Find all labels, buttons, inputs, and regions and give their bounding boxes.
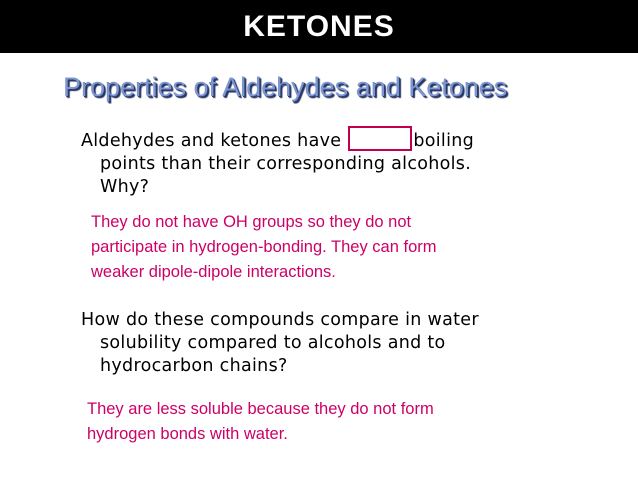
title-bar [0, 0, 638, 53]
question-line [81, 126, 561, 153]
question-text: Aldehydes and ketones have [81, 131, 342, 151]
question-solubility [81, 309, 561, 378]
slide-subtitle: Properties of Aldehydes and Ketones [63, 72, 508, 102]
answer-line: weaker dipole-dipole interactions. [91, 263, 336, 281]
question-line: points than their corresponding alcohols. [100, 154, 472, 174]
answer-line: They do not have OH groups so they do not [91, 213, 412, 231]
answer-boiling-points [91, 210, 437, 285]
question-line: hydrocarbon chains? [100, 356, 288, 376]
answer-line: hydrogen bonds with water. [87, 425, 288, 443]
question-line: solubility compared to alcohols and to [100, 333, 446, 353]
question-line: Why? [100, 177, 150, 197]
answer-line: They are less soluble because they do not form [87, 400, 434, 418]
answer-line: participate in hydrogen-bonding. They can form [91, 238, 437, 256]
answer-blank-box [348, 126, 412, 151]
answer-solubility [87, 397, 434, 447]
question-boiling-points [81, 126, 561, 199]
slide-title: KETONES [243, 9, 395, 43]
question-text: boiling [413, 131, 475, 151]
question-line: How do these compounds compare in water [81, 310, 479, 330]
